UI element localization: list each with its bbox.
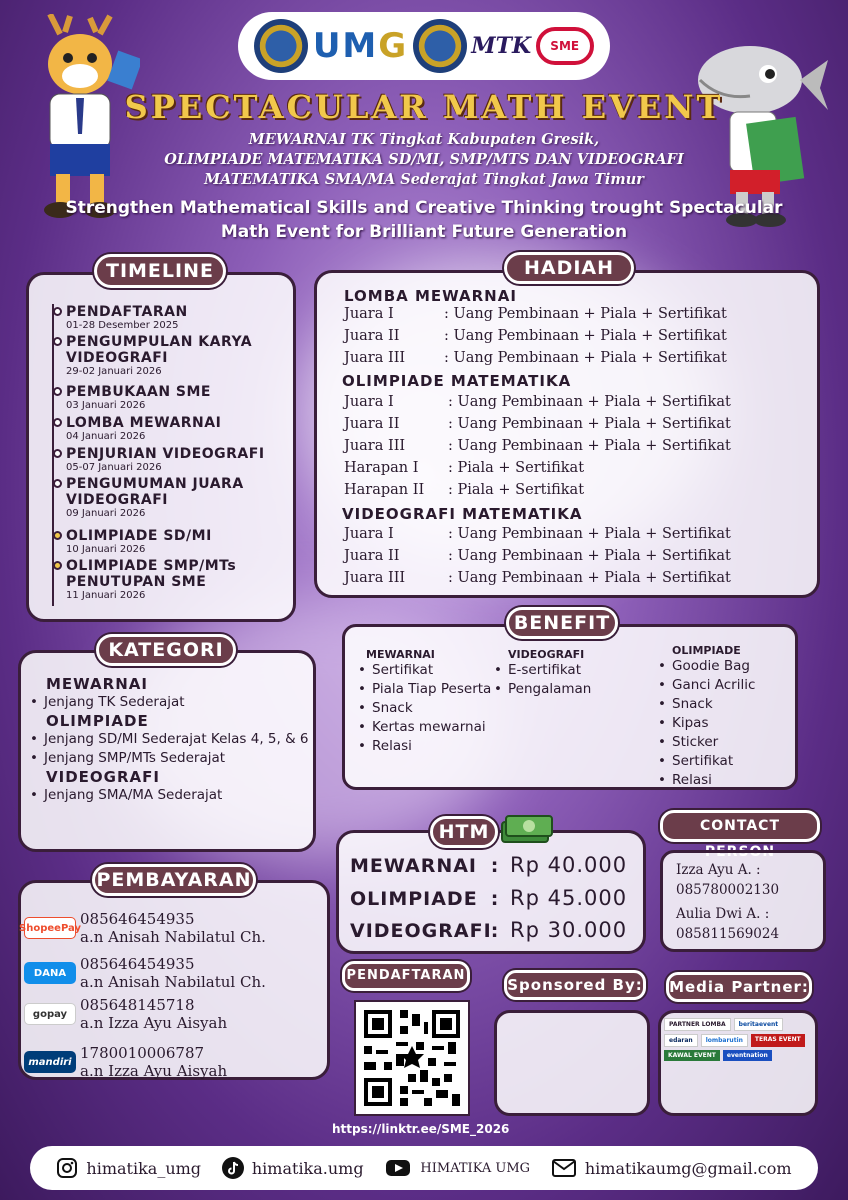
partner-logo: edaran: [664, 1034, 698, 1047]
hadiah-section-title: LOMBA MEWARNAI: [344, 287, 517, 305]
media-partner-tag: Media Partner:: [666, 972, 812, 1002]
prize-row: Juara II : Uang Pembinaan + Piala + Sertifikat: [344, 548, 731, 564]
timeline-item: PEMBUKAAN SME 03 Januari 2026: [66, 384, 286, 411]
shopeepay-icon: ShopeePay: [24, 917, 76, 939]
prize-row: Harapan II : Piala + Sertifikat: [344, 482, 585, 498]
list-item: • Kertas mewarnai: [358, 718, 498, 737]
himatika-logo: MTK: [471, 33, 532, 59]
benefit-tag: BENEFIT: [506, 607, 618, 639]
prize-row: Juara I : Uang Pembinaan + Piala + Sertifikat: [344, 526, 731, 542]
payment-method: DANA 085646454935 a.n Anisah Nabilatul Ch.: [24, 955, 266, 991]
umg-logo: UMG: [312, 26, 409, 66]
prize-row: Juara II : Uang Pembinaan + Piala + Sertifikat: [344, 328, 727, 344]
list-item: • Jenjang SMP/MTs Sederajat: [30, 749, 311, 768]
media-partner-logos: [664, 1018, 812, 1061]
email-icon: [551, 1157, 577, 1179]
list-item: • Sticker: [658, 733, 798, 752]
list-item: • Jenjang SMA/MA Sederajat: [30, 786, 311, 805]
prize-row: Harapan I : Piala + Sertifikat: [344, 460, 585, 476]
registration-link[interactable]: https://linktr.ee/SME_2026: [332, 1122, 510, 1136]
list-item: • Snack: [658, 695, 798, 714]
partner-logo: PARTNER LOMBA: [664, 1018, 731, 1031]
htm-row: VIDEOGRAFI: Rp 30.000: [350, 918, 628, 942]
timeline-tag: TIMELINE: [94, 254, 226, 288]
partner-logo: beritaevent: [734, 1018, 784, 1031]
university-seal-icon: [254, 19, 308, 73]
tiktok-link[interactable]: himatika.umg: [222, 1157, 364, 1179]
list-item: • Sertifikat: [658, 752, 798, 771]
dana-icon: DANA: [24, 962, 76, 984]
timeline-item: PENJURIAN VIDEOGRAFI 05-07 Januari 2026: [66, 446, 286, 473]
pembayaran-tag: PEMBAYARAN: [92, 864, 256, 896]
timeline-item: PENGUMPULAN KARYA VIDEOGRAFI 29-02 Januari 2026: [66, 334, 266, 377]
list-item: • Jenjang TK Sederajat: [30, 693, 311, 712]
youtube-link[interactable]: HIMATIKA UMG: [384, 1157, 530, 1179]
sponsor-panel: [494, 1010, 650, 1116]
list-item: • Goodie Bag: [658, 657, 798, 676]
contact-tag: CONTACT: [660, 810, 820, 842]
list-item: • Jenjang SD/MI Sederajat Kelas 4, 5, & 6: [30, 730, 311, 749]
instagram-icon: [56, 1157, 78, 1179]
list-item: • Relasi: [658, 771, 798, 790]
mandiri-icon: mandiri: [24, 1051, 76, 1073]
list-item: • Snack: [358, 699, 498, 718]
logo-bar: [238, 12, 610, 80]
htm-row: OLIMPIADE : Rp 45.000: [350, 886, 628, 910]
prize-row: Juara I : Uang Pembinaan + Piala + Sertifikat: [344, 394, 731, 410]
partner-logo: KAWAL EVENT: [664, 1050, 720, 1061]
timeline-item: OLIMPIADE SD/MI 10 Januari 2026: [66, 528, 286, 555]
kategori-list: MEWARNAI • Jenjang TK Sederajat OLIMPIADE • Jenjang SD/MI Sederajat Kelas 4, 5, & 6 • Jenjang SMP/MTs Sederajat VIDEOGRAFI • Jenjang SMA/MA Sederajat: [46, 675, 311, 805]
faculty-seal-icon: [413, 19, 467, 73]
prize-row: Juara III : Uang Pembinaan + Piala + Sertifikat: [344, 570, 731, 586]
sponsor-tag: Sponsored By:: [504, 970, 646, 1000]
tiktok-icon: [222, 1157, 244, 1179]
pendaftaran-tag: PENDAFTARAN: [342, 961, 470, 991]
timeline-item: LOMBA MEWARNAI 04 Januari 2026: [66, 415, 286, 442]
list-item: • Piala Tiap Peserta: [358, 680, 498, 699]
payment-method: mandiri 1780010006787 a.n Izza Ayu Aisyah: [24, 1044, 227, 1080]
benefit-column: OLIMPIADE • Goodie Bag • Ganci Acrilic • Snack • Kipas • Sticker • Sertifikat • Relasi: [658, 644, 798, 790]
timeline-item: PENGUMUMAN JUARA VIDEOGRAFI 09 Januari 2026: [66, 476, 246, 519]
htm-tag: HTM: [430, 816, 498, 848]
email-link[interactable]: himatikaumg@gmail.com: [551, 1157, 792, 1179]
prize-row: Juara I : Uang Pembinaan + Piala + Sertifikat: [344, 306, 727, 322]
htm-row: MEWARNAI : Rp 40.000: [350, 853, 628, 877]
contact-person: Aulia Dwi A. : 085811569024: [676, 906, 780, 942]
instagram-link[interactable]: himatika_umg: [56, 1157, 201, 1179]
hadiah-section-title: OLIMPIADE MATEMATIKA: [342, 372, 572, 390]
timeline-dot-icon: [53, 307, 62, 316]
timeline-dot-icon: [53, 387, 62, 396]
event-subtitle: MEWARNAI TK Tingkat Kabupaten Gresik, OLIMPIADE MATEMATIKA SD/MI, SMP/MTS DAN VIDEOGRAFI MATEMATIKA SMA/MA Sederajat Tingkat Jawa Timur: [164, 131, 684, 188]
event-tagline: Strengthen Mathematical Skills and Creative Thinking trought Spectacular Math Event for Brilliant Future Generation: [65, 198, 783, 242]
money-icon: [498, 812, 554, 846]
list-item: • E-sertifikat: [494, 661, 634, 680]
payment-method: ShopeePay 085646454935 a.n Anisah Nabilatul Ch.: [19, 910, 266, 946]
list-item: • Ganci Acrilic: [658, 676, 798, 695]
qr-code-icon: [364, 1010, 460, 1106]
timeline-dot-icon: [53, 418, 62, 427]
timeline-dot-icon: [53, 531, 62, 540]
social-footer: [30, 1146, 818, 1190]
event-title: SPECTACULAR MATH EVENT: [124, 88, 724, 126]
timeline-dot-icon: [53, 337, 62, 346]
list-item: • Relasi: [358, 737, 498, 756]
list-item: • Sertifikat: [358, 661, 498, 680]
list-item: • Kipas: [658, 714, 798, 733]
sme-logo: SME: [536, 27, 594, 65]
contact-phone: 085780002130: [676, 882, 780, 898]
prize-row: Juara III : Uang Pembinaan + Piala + Sertifikat: [344, 350, 727, 366]
timeline-item: OLIMPIADE SMP/MTs PENUTUPAN SME 11 Januari 2026: [66, 558, 256, 601]
prize-row: Juara II : Uang Pembinaan + Piala + Sertifikat: [344, 416, 731, 432]
benefit-column: VIDEOGRAFI • E-sertifikat • Pengalaman: [494, 648, 634, 699]
timeline-dot-icon: [53, 561, 62, 570]
registration-qr-code[interactable]: [354, 1000, 470, 1116]
hadiah-section-title: VIDEOGRAFI MATEMATIKA: [342, 505, 583, 523]
youtube-icon: [384, 1157, 412, 1179]
contact-person: Izza Ayu A. : 085780002130: [676, 862, 780, 898]
partner-logo: eventnation: [723, 1050, 772, 1061]
gopay-icon: gopay: [24, 1003, 76, 1025]
timeline-item: PENDAFTARAN 01-28 Desember 2025: [66, 304, 286, 331]
timeline-dot-icon: [53, 479, 62, 488]
prize-row: Juara III : Uang Pembinaan + Piala + Sertifikat: [344, 438, 731, 454]
partner-logo: TERAS EVENT: [751, 1034, 805, 1047]
kategori-tag: KATEGORI: [96, 634, 236, 666]
timeline-dot-icon: [53, 449, 62, 458]
contact-phone: 085811569024: [676, 926, 780, 942]
benefit-column: MEWARNAI • Sertifikat • Piala Tiap Peserta • Snack • Kertas mewarnai • Relasi: [358, 648, 498, 756]
payment-method: gopay 085648145718 a.n Izza Ayu Aisyah: [24, 996, 227, 1032]
hadiah-tag: HADIAH: [504, 252, 634, 284]
partner-logo: lombarutin: [701, 1034, 748, 1047]
list-item: • Pengalaman: [494, 680, 634, 699]
